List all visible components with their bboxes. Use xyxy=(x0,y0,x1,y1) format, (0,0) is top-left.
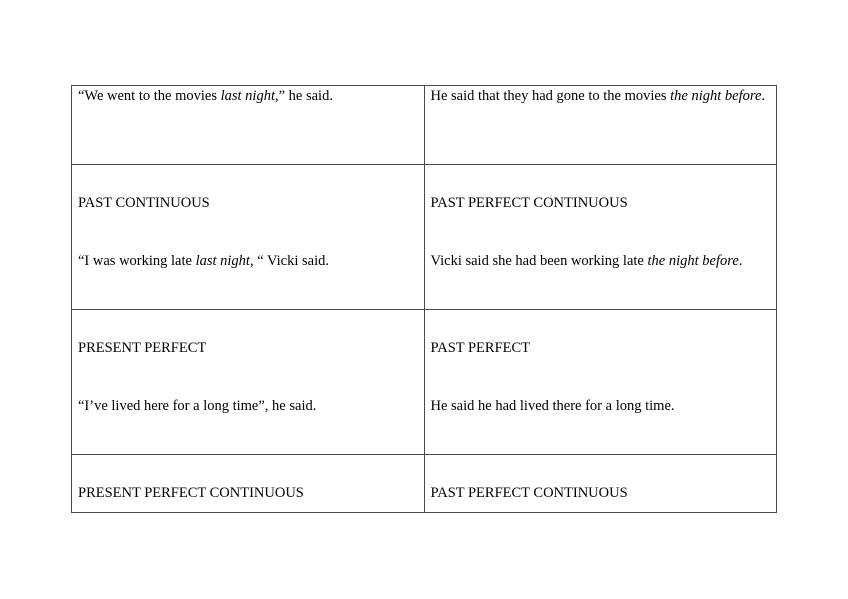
direct-speech-cell xyxy=(72,455,425,513)
table-row xyxy=(72,310,777,455)
tense-label: PAST CONTINUOUS xyxy=(78,195,210,211)
table-row xyxy=(72,86,777,165)
tense-label: PRESENT PERFECT CONTINUOUS xyxy=(78,485,304,501)
direct-speech-cell xyxy=(72,310,425,455)
tense-label: PAST PERFECT xyxy=(430,340,531,356)
table-row xyxy=(72,455,777,513)
reported-speech-text: He said that they had gone to the movies the night before. xyxy=(430,88,766,104)
table-row xyxy=(72,165,777,310)
tense-label: PRESENT PERFECT xyxy=(78,340,207,356)
direct-speech-quote: “I was working late last night, “ Vicki said. xyxy=(78,253,329,269)
reported-speech-table xyxy=(71,85,777,513)
tense-label: PAST PERFECT CONTINUOUS xyxy=(430,195,628,211)
direct-speech-cell xyxy=(72,165,425,310)
reported-speech-text: He said he had lived there for a long time. xyxy=(430,398,675,414)
direct-speech-cell xyxy=(72,86,425,165)
reported-speech-text: Vicki said she had been working late the night before. xyxy=(430,253,743,269)
direct-speech-quote: “We went to the movies last night,” he said. xyxy=(78,88,333,104)
direct-speech-quote: “I’ve lived here for a long time”, he said. xyxy=(78,398,317,414)
reported-speech-cell xyxy=(424,455,777,513)
reported-speech-cell xyxy=(424,310,777,455)
reported-speech-cell xyxy=(424,86,777,165)
tense-label: PAST PERFECT CONTINUOUS xyxy=(430,485,628,501)
reported-speech-cell xyxy=(424,165,777,310)
